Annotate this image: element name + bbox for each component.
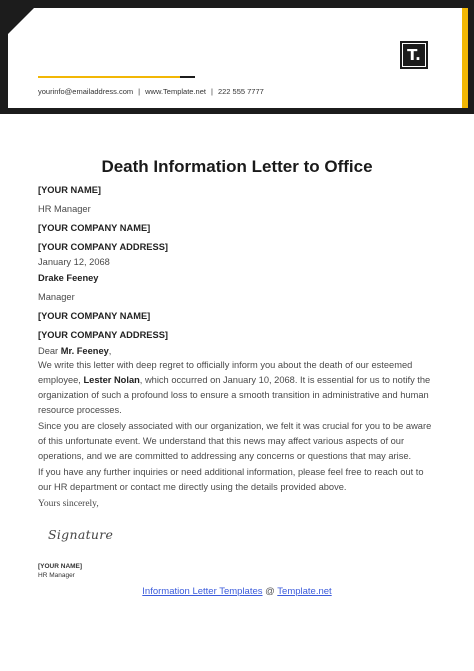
closing: Yours sincerely, (38, 499, 99, 509)
contact-line (38, 87, 264, 97)
recipient-name: Drake Feeney (38, 273, 99, 283)
salutation-name: Mr. Feeney (60, 346, 109, 356)
contact-separator: | (210, 87, 213, 96)
logo-letter: T. (402, 43, 426, 67)
sender-name: [YOUR NAME] (38, 185, 102, 195)
paragraph-2: Since you are closely associated with our organization, we felt it was crucial for you to be aware of this unfortunate event. We understand that this news may affect various aspects of our operations, and we are committed to addressing any concerns or questions that may arise. (38, 421, 432, 461)
sender-address: [YOUR COMPANY ADDRESS] (38, 242, 168, 252)
footer (0, 586, 474, 598)
recipient-company: [YOUR COMPANY NAME] (38, 311, 151, 321)
header-rule-dark (180, 76, 195, 78)
information-letter-templates-link[interactable]: Information Letter Templates (142, 586, 263, 597)
salutation: Dear Mr. Feeney, (38, 346, 112, 356)
recipient-address: [YOUR COMPANY ADDRESS] (38, 330, 168, 340)
paragraph-3: If you have any further inquiries or need additional information, please feel free to reach out to our HR department or contact me directly using the details provided above. (38, 467, 424, 492)
letter-date: January 12, 2068 (38, 257, 110, 267)
contact-website: www.Template.net (145, 87, 206, 96)
paragraph-1: We write this letter with deep regret to officially inform you about the death of our esteemed employee, Lester Nolan, which occurred on January 10, 2068. It is essential for us to notify the organization of such a profound loss to ensure a smooth transition in administrative and human resource processes. (38, 360, 431, 415)
footer-at: @ (262, 586, 278, 597)
sender-company: [YOUR COMPANY NAME] (38, 223, 151, 233)
header-accent-bar (462, 8, 468, 108)
document-title: Death Information Letter to Office (101, 157, 373, 176)
contact-separator: | (138, 87, 141, 96)
template-logo (400, 41, 428, 69)
contact-phone: 222 555 7777 (217, 87, 264, 96)
contact-email: yourinfo@emailaddress.com (38, 87, 134, 96)
header-rule-accent (38, 76, 180, 78)
recipient-role: Manager (38, 292, 75, 302)
sender-role: HR Manager (38, 204, 91, 214)
signature: Signature (48, 527, 114, 542)
template-net-link[interactable]: Template.net (277, 586, 332, 597)
deceased-name: Lester Nolan (83, 375, 140, 385)
signatory-title: HR Manager (38, 572, 75, 579)
signatory-name: [YOUR NAME] (38, 563, 83, 570)
